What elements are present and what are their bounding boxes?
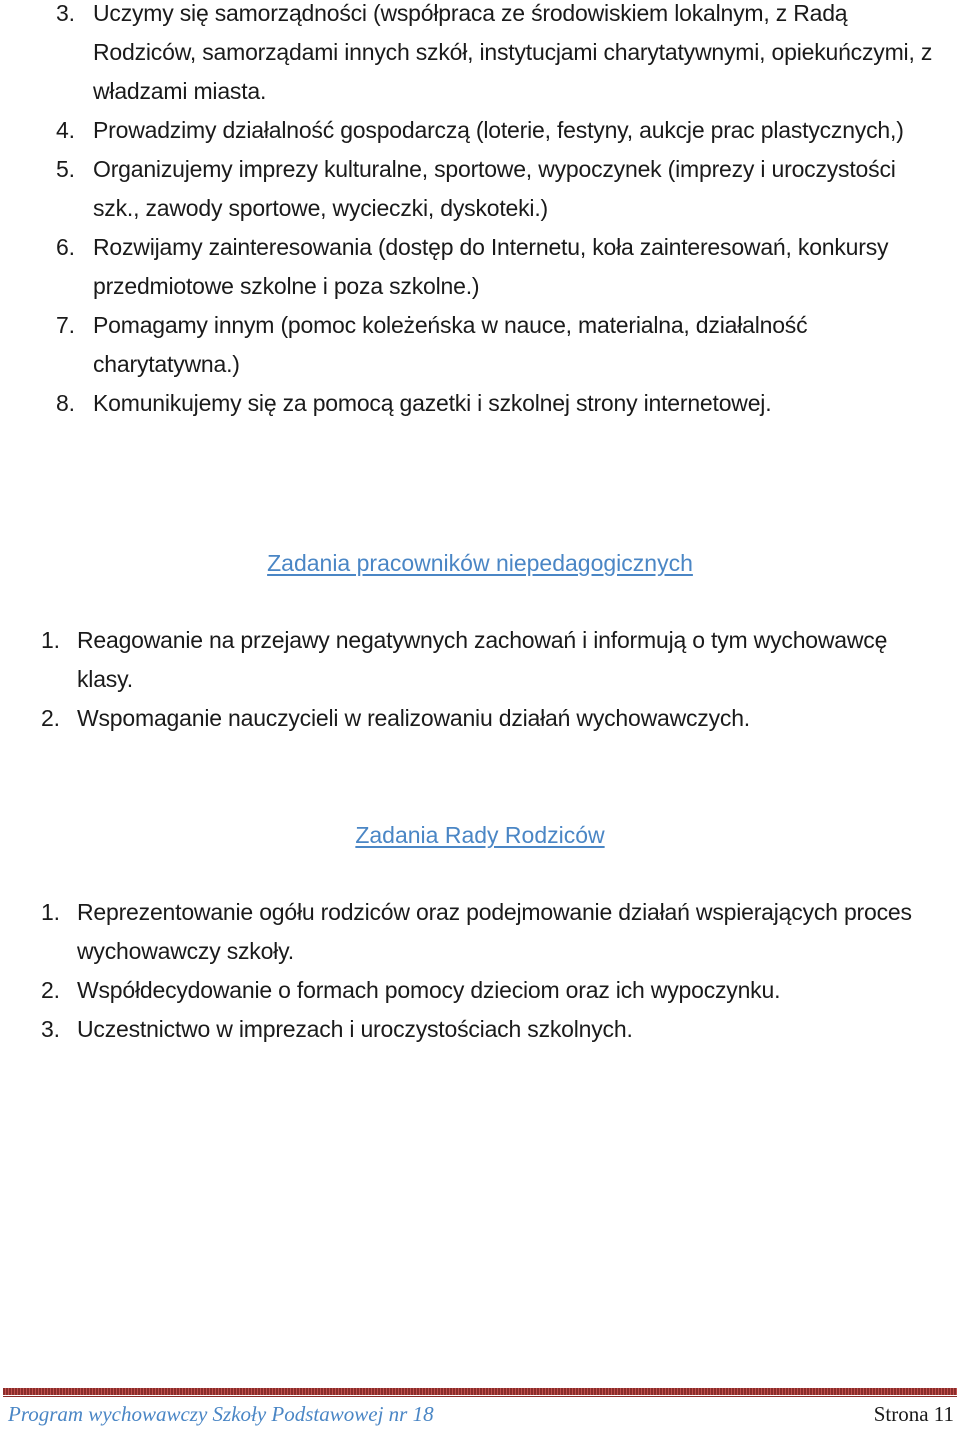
- list-item: [0, 384, 933, 423]
- list-item: [0, 306, 933, 384]
- list-item-number: 1.: [41, 899, 60, 925]
- list-item: [0, 621, 947, 699]
- list-item-number: 3.: [41, 1016, 60, 1042]
- list-item: [0, 0, 933, 111]
- list-item-text: Reagowanie na przejawy negatywnych zachowań i informują o tym wychowawcę klasy.: [77, 627, 888, 692]
- list-item-number: 6.: [56, 234, 75, 260]
- list-item-text: Współdecydowanie o formach pomocy dzieciom oraz ich wypoczynku.: [77, 977, 781, 1003]
- list-item-text: Prowadzimy działalność gospodarczą (loterie, festyny, aukcje prac plastycznych,): [93, 117, 904, 143]
- list-item-number: 1.: [41, 627, 60, 653]
- list-item: [0, 111, 933, 150]
- list-item-text: Uczestnictwo w imprezach i uroczystościach szkolnych.: [77, 1016, 633, 1042]
- list-item-text: Organizujemy imprezy kulturalne, sportowe, wypoczynek (imprezy i uroczystości szk., zawody sportowe, wycieczki, dyskoteki.): [93, 156, 896, 221]
- list-item-text: Rozwijamy zainteresowania (dostęp do Internetu, koła zainteresowań, konkursy przedmiotowe szkolne i poza szkolne.): [93, 234, 889, 299]
- main-list: [0, 0, 933, 423]
- footer-divider: [3, 1388, 957, 1395]
- list-item: [0, 150, 933, 228]
- footer-page-number: Strona 11: [873, 1402, 954, 1426]
- list-item-number: 2.: [41, 705, 60, 731]
- footer-divider-thin: [3, 1396, 957, 1397]
- list-item-number: 3.: [56, 0, 75, 26]
- list-item-text: Reprezentowanie ogółu rodziców oraz podejmowanie działań wspierających proces wychowawczy szkoły.: [77, 899, 912, 964]
- list-item: [0, 1010, 947, 1049]
- list-item-number: 2.: [41, 977, 60, 1003]
- section-heading-staff: Zadania pracowników niepedagogicznych: [267, 550, 693, 576]
- list-item-text: Uczymy się samorządności (współpraca ze środowiskiem lokalnym, z Radą Rodziców, samorządami innych szkół, instytucjami charytatywnymi, opiekuńczymi, z władzami miasta.: [93, 0, 933, 104]
- list-item: [0, 228, 933, 306]
- list-item: [0, 893, 947, 971]
- list-item: [0, 699, 947, 738]
- list-item-number: 8.: [56, 390, 75, 416]
- list-item-number: 7.: [56, 312, 75, 338]
- list-item-text: Pomagamy innym (pomoc koleżeńska w nauce, materialna, działalność charytatywna.): [93, 312, 808, 377]
- list-item-text: Wspomaganie nauczycieli w realizowaniu działań wychowawczych.: [77, 705, 750, 731]
- list-item-number: 4.: [56, 117, 75, 143]
- parents-tasks-list: [0, 893, 947, 1049]
- list-item: [0, 971, 947, 1010]
- page-footer: [0, 1400, 960, 1428]
- list-item-number: 5.: [56, 156, 75, 182]
- section-heading-parents: Zadania Rady Rodziców: [355, 822, 605, 848]
- list-item-text: Komunikujemy się za pomocą gazetki i szkolnej strony internetowej.: [93, 390, 772, 416]
- staff-tasks-list: [0, 621, 947, 738]
- footer-document-title: Program wychowawczy Szkoły Podstawowej nr 18: [8, 1402, 434, 1426]
